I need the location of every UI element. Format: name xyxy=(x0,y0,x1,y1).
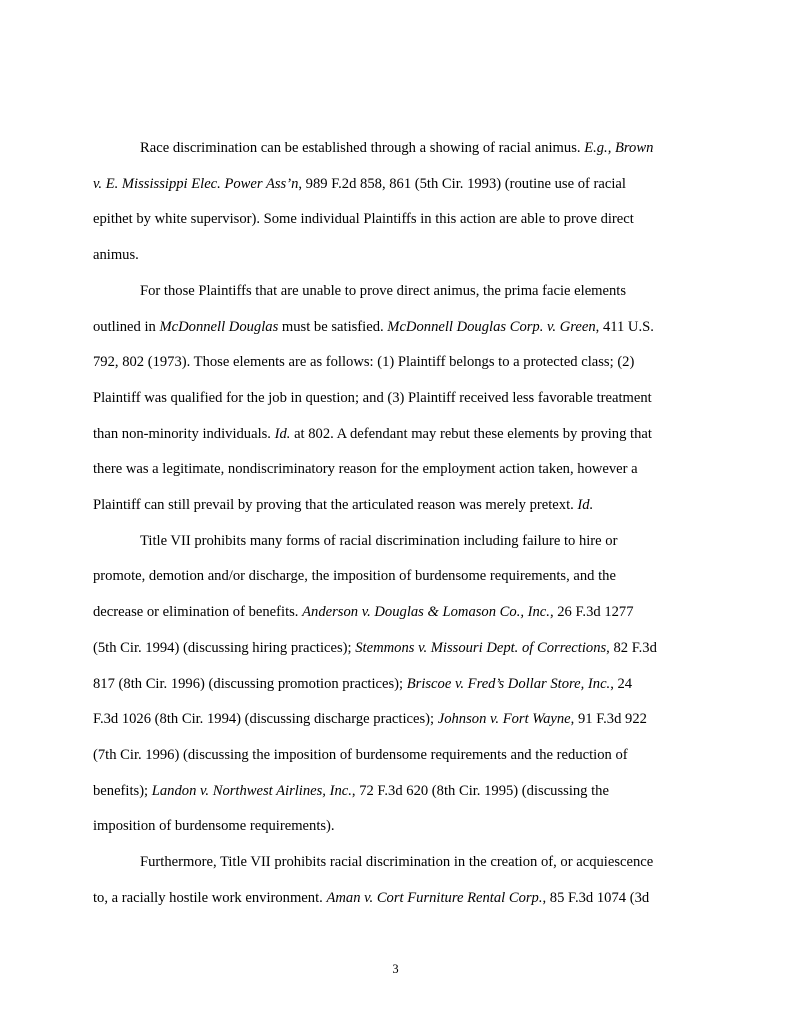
page-number: 3 xyxy=(392,962,399,976)
text-line xyxy=(46,452,705,488)
text-line xyxy=(93,845,705,881)
text-line xyxy=(46,559,705,595)
case-citation: McDonnell Douglas Corp. v. Green xyxy=(387,318,596,335)
text-line xyxy=(46,631,705,667)
text-run: F.3d 1026 (8th Cir. 1994) (discussing discharge practices); xyxy=(93,711,438,728)
paragraph xyxy=(93,524,705,845)
text-line xyxy=(46,667,705,703)
text-run: Plaintiff was qualified for the job in question; and (3) Plaintiff received less favorable treatment xyxy=(93,389,652,406)
text-run: , 72 F.3d 620 (8th Cir. 1995) (discussing the xyxy=(351,782,609,799)
text-run: Furthermore, Title VII prohibits racial discrimination in the creation of, or acquiescence xyxy=(140,854,654,871)
text-line xyxy=(93,274,705,310)
text-line xyxy=(46,774,705,810)
text-run: animus. xyxy=(93,247,139,264)
text-run: (7th Cir. 1996) (discussing the imposition of burdensome requirements and the reduction of xyxy=(93,746,628,763)
text-run: , 989 F.2d 858, 861 (5th Cir. 1993) (routine use of racial xyxy=(298,175,626,192)
text-run: Plaintiff can still prevail by proving that the articulated reason was merely pretext. xyxy=(93,497,578,514)
text-run: to, a racially hostile work environment. xyxy=(93,889,327,906)
paragraph xyxy=(93,845,705,916)
text-line xyxy=(46,738,705,774)
text-line xyxy=(93,131,705,167)
text-line xyxy=(46,310,705,346)
text-run: , 24 xyxy=(610,675,633,692)
text-run: , 91 F.3d 922 xyxy=(570,711,647,728)
text-line xyxy=(46,702,705,738)
text-run: , 85 F.3d 1074 (3d xyxy=(542,889,650,906)
case-citation: Briscoe v. Fred’s Dollar Store, Inc. xyxy=(406,675,611,692)
text-run: (5th Cir. 1994) (discussing hiring practices); xyxy=(93,639,356,656)
text-line xyxy=(46,595,705,631)
text-run: epithet by white supervisor). Some individual Plaintiffs in this action are able to prove direct xyxy=(93,211,634,228)
case-citation: Id. xyxy=(577,497,594,514)
text-run: at 802. A defendant may rebut these elements by proving that xyxy=(290,425,652,442)
text-line xyxy=(46,238,705,274)
text-line xyxy=(46,488,705,524)
text-line xyxy=(46,417,705,453)
text-run: 817 (8th Cir. 1996) (discussing promotion practices); xyxy=(93,675,407,692)
text-run: must be satisfied. xyxy=(278,318,388,335)
text-run: promote, demotion and/or discharge, the imposition of burdensome requirements, and the xyxy=(93,568,616,585)
text-line xyxy=(46,881,705,917)
text-run: Race discrimination can be established through a showing of racial animus. xyxy=(140,140,585,156)
paragraph xyxy=(93,274,705,524)
case-citation: Landon v. Northwest Airlines, Inc. xyxy=(151,782,352,799)
text-run: 792, 802 (1973). Those elements are as follows: (1) Plaintiff belongs to a protected class; (2) xyxy=(93,354,635,371)
text-line xyxy=(93,524,705,560)
text-run: benefits); xyxy=(93,782,152,799)
case-citation: Aman v. Cort Furniture Rental Corp. xyxy=(326,889,543,906)
case-citation: E.g., Brown xyxy=(584,140,654,156)
text-run: decrease or elimination of benefits. xyxy=(93,604,303,621)
case-citation: McDonnell Douglas xyxy=(159,318,279,335)
text-line xyxy=(46,167,705,203)
text-run: outlined in xyxy=(93,318,160,335)
text-run: , 82 F.3d xyxy=(606,639,657,656)
text-run: For those Plaintiffs that are unable to prove direct animus, the prima facie elements xyxy=(140,282,627,299)
text-line xyxy=(46,809,705,845)
text-run: imposition of burdensome requirements). xyxy=(93,818,335,835)
text-line xyxy=(46,381,705,417)
text-run: Title VII prohibits many forms of racial discrimination including failure to hire or xyxy=(140,532,618,549)
case-citation: Stemmons v. Missouri Dept. of Corrections xyxy=(355,639,607,656)
text-line xyxy=(46,345,705,381)
case-citation: v. E. Mississippi Elec. Power Ass’n xyxy=(93,175,299,192)
text-run: , 26 F.3d 1277 xyxy=(549,604,634,621)
case-citation: Anderson v. Douglas & Lomason Co., Inc. xyxy=(302,604,550,621)
case-citation: Johnson v. Fort Wayne xyxy=(437,711,571,728)
case-citation: Id. xyxy=(274,425,291,442)
text-run: there was a legitimate, nondiscriminatory reason for the employment action taken, however a xyxy=(93,461,638,478)
text-line xyxy=(46,202,705,238)
body-text xyxy=(93,131,705,916)
paragraph xyxy=(93,131,705,274)
text-run: than non-minority individuals. xyxy=(93,425,275,442)
text-run: , 411 U.S. xyxy=(595,318,654,335)
